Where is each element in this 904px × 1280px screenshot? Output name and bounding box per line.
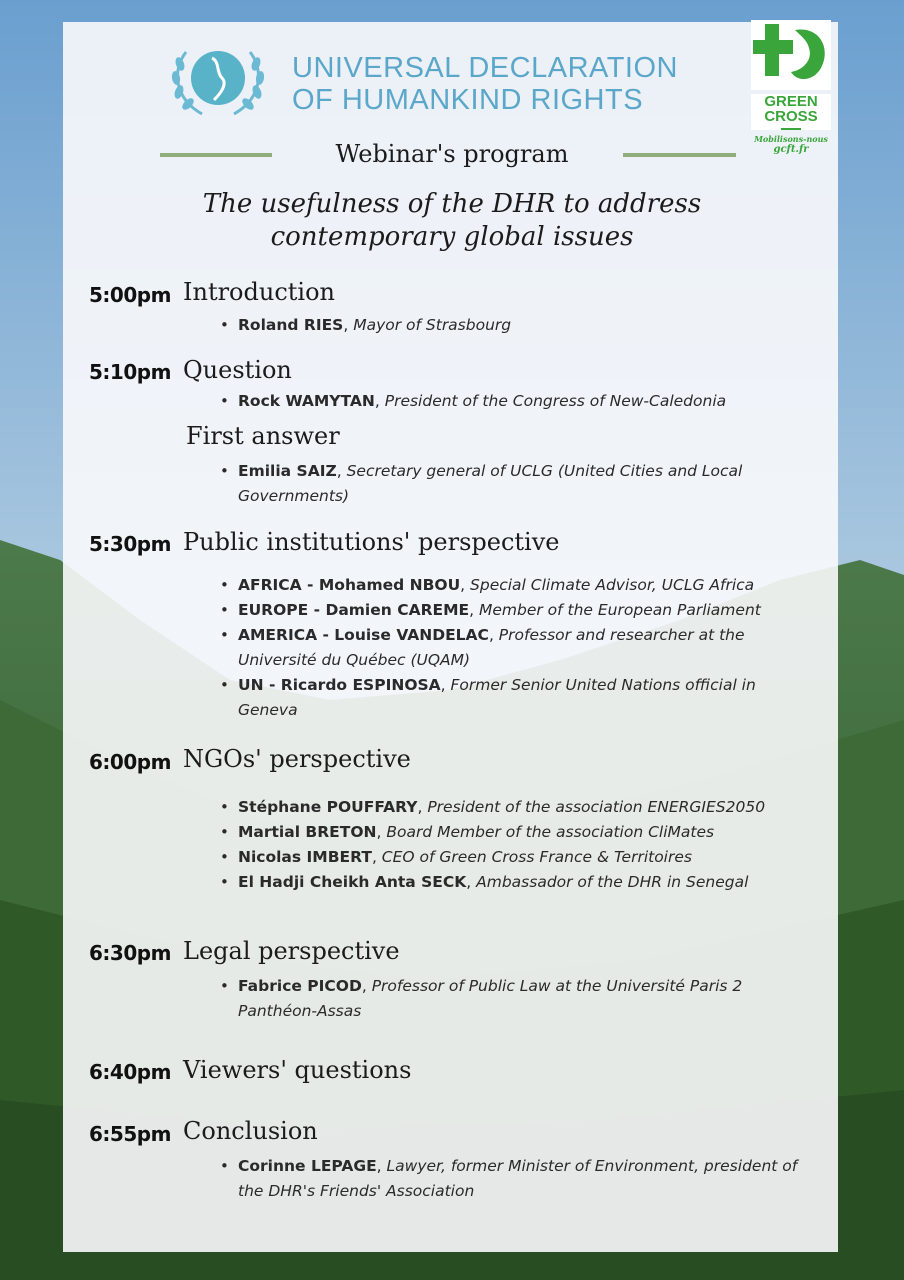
speaker-name: AMERICA - Louise VANDELAC	[238, 626, 489, 644]
speaker-role: Lawyer, former Minister of Environment, president of the DHR's Friends' Association	[238, 1157, 798, 1200]
speaker-name: Nicolas IMBERT	[238, 848, 372, 866]
speaker-item: • Fabrice PICOD, Professor of Public Law at the Université Paris 2 Panthéon-Assas	[218, 974, 818, 1024]
speaker-role: Special Climate Advisor, UCLG Africa	[470, 576, 755, 594]
speaker-item: • AMERICA - Louise VANDELAC, Professor and researcher at the Université du Québec (UQAM)	[218, 623, 818, 673]
speaker-name: Corinne LEPAGE	[238, 1157, 377, 1175]
speaker-item: • Nicolas IMBERT, CEO of Green Cross France & Territoires	[218, 845, 818, 870]
session-time: 6:00pm	[89, 750, 171, 774]
partner-slogan: Mobilisons-nous	[754, 134, 828, 144]
session-title: Question	[183, 356, 292, 384]
session-title: NGOs' perspective	[183, 745, 411, 773]
speaker-role: Member of the European Parliament	[478, 601, 761, 619]
session-title: First answer	[186, 422, 340, 450]
speaker-item: • EUROPE - Damien CAREME, Member of the European Parliament	[218, 598, 818, 623]
speaker-name: UN - Ricardo ESPINOSA	[238, 676, 441, 694]
program-heading: Webinar's program	[335, 140, 569, 168]
organization-title-line1: UNIVERSAL DECLARATION	[292, 52, 678, 84]
speaker-list	[218, 573, 818, 723]
subtitle-line2: contemporary global issues	[270, 222, 634, 252]
speaker-item: • Emilia SAIZ, Secretary general of UCLG (United Cities and Local Governments)	[218, 459, 818, 509]
organization-title-line2: OF HUMANKIND RIGHTS	[292, 84, 644, 116]
speaker-role: Professor and researcher at the Université du Québec (UQAM)	[238, 626, 745, 669]
speaker-role: Mayor of Strasbourg	[353, 316, 512, 334]
session-time: 5:30pm	[89, 532, 171, 556]
speaker-list	[218, 459, 818, 509]
speaker-name: Emilia SAIZ	[238, 462, 337, 480]
session-title: Conclusion	[183, 1117, 318, 1145]
session-time: 5:10pm	[89, 360, 171, 384]
partner-name-line2: CROSS	[764, 108, 818, 125]
speaker-item: • Stéphane POUFFARY, President of the association ENERGIES2050	[218, 795, 818, 820]
speaker-role: CEO of Green Cross France & Territoires	[381, 848, 692, 866]
session-time: 6:55pm	[89, 1122, 171, 1146]
speaker-name: AFRICA - Mohamed NBOU	[238, 576, 461, 594]
speaker-role: President of the Congress of New-Caledonia	[384, 392, 727, 410]
organization-title	[292, 52, 678, 116]
speaker-name: Rock WAMYTAN	[238, 392, 375, 410]
speaker-role: Board Member of the association CliMates	[386, 823, 715, 841]
speaker-role: President of the association ENERGIES2050	[427, 798, 766, 816]
speaker-role: Ambassador of the DHR in Senegal	[476, 873, 749, 891]
speaker-name: Martial BRETON	[238, 823, 377, 841]
speaker-item: • El Hadji Cheikh Anta SECK, Ambassador of the DHR in Senegal	[218, 870, 818, 895]
speaker-role: Former Senior United Nations official in Geneva	[238, 676, 756, 719]
partner-name-line1: GREEN	[764, 93, 818, 110]
session-time: 6:40pm	[89, 1060, 171, 1084]
session-title: Public institutions' perspective	[183, 528, 560, 556]
speaker-list	[218, 795, 818, 895]
speaker-item: • Martial BRETON, Board Member of the association CliMates	[218, 820, 818, 845]
partner-website: gcft.fr	[773, 144, 809, 155]
speaker-item: • Rock WAMYTAN, President of the Congress of New-Caledonia	[218, 389, 818, 414]
speaker-item: • Roland RIES, Mayor of Strasbourg	[218, 313, 818, 338]
speaker-item: • UN - Ricardo ESPINOSA, Former Senior United Nations official in Geneva	[218, 673, 818, 723]
session-title: Introduction	[183, 278, 335, 306]
speaker-name: EUROPE - Damien CAREME	[238, 601, 470, 619]
speaker-list	[218, 389, 818, 414]
session-time: 6:30pm	[89, 941, 171, 965]
speaker-item: • AFRICA - Mohamed NBOU, Special Climate Advisor, UCLG Africa	[218, 573, 818, 598]
green-cross-icon	[751, 20, 831, 90]
speaker-role: Secretary general of UCLG (United Cities and Local Governments)	[238, 462, 743, 505]
speaker-list	[218, 313, 818, 338]
session-title: Legal perspective	[183, 937, 400, 965]
session-title: Viewers' questions	[183, 1056, 412, 1084]
subtitle-line1: The usefulness of the DHR to address	[202, 189, 702, 219]
webinar-subtitle	[0, 188, 904, 254]
speaker-item: • Corinne LEPAGE, Lawyer, former Minister of Environment, president of the DHR's Friends' Association	[218, 1154, 818, 1204]
speaker-list	[218, 974, 818, 1024]
speaker-name: Stéphane POUFFARY	[238, 798, 418, 816]
speaker-name: Fabrice PICOD	[238, 977, 362, 995]
session-time: 5:00pm	[89, 283, 171, 307]
speaker-role: Professor of Public Law at the Université Paris 2 Panthéon-Assas	[238, 977, 743, 1020]
speaker-name: El Hadji Cheikh Anta SECK	[238, 873, 467, 891]
speaker-list	[218, 1154, 818, 1204]
speaker-name: Roland RIES	[238, 316, 344, 334]
dhr-laurel-emblem	[166, 40, 270, 124]
